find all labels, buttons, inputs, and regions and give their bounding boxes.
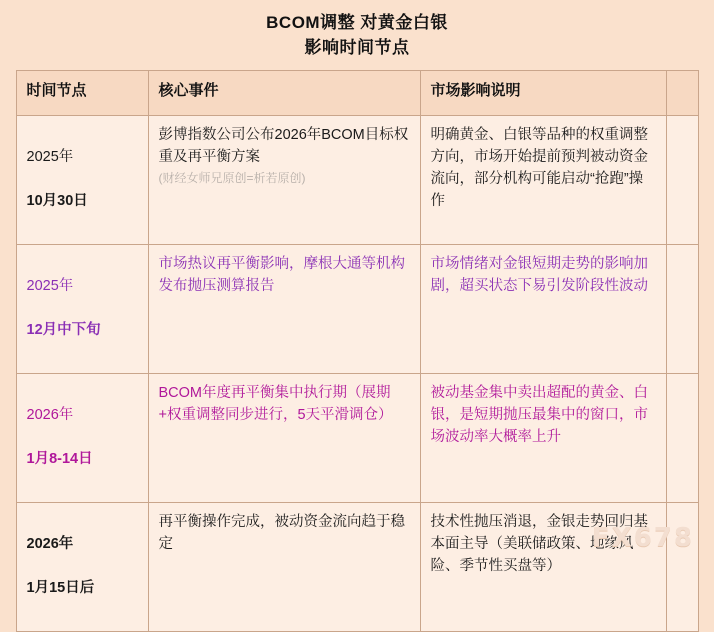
cell-impact: 明确黄金、白银等品种的权重调整方向，市场开始提前预判被动资金流向，部分机构可能启动“抢跑”操作 xyxy=(420,116,666,245)
cell-time xyxy=(16,116,148,245)
table-row xyxy=(16,245,698,374)
cell-time xyxy=(16,374,148,503)
cell-event xyxy=(148,374,420,503)
cell-time xyxy=(16,503,148,632)
table-header xyxy=(16,71,698,116)
cell-spacer xyxy=(666,245,698,374)
page-title xyxy=(0,0,714,68)
cell-impact: 被动基金集中卖出超配的黄金、白银，是短期抛压最集中的窗口，市场波动率大概率上升 xyxy=(420,374,666,503)
time-year: 2025年 xyxy=(26,149,74,165)
table-row xyxy=(16,374,698,503)
table-body xyxy=(16,116,698,632)
cell-impact: 技术性抛压消退，金银走势回归基本面主导（美联储政策、地缘风险、季节性买盘等） xyxy=(420,503,666,632)
table-row xyxy=(16,116,698,245)
time-date: 1月8-14日 xyxy=(26,451,93,467)
table-header-row xyxy=(16,71,698,116)
title-line-2: 影响时间节点 xyxy=(304,38,410,57)
column-header-impact: 市场影响说明 xyxy=(420,71,666,116)
time-date: 10月30日 xyxy=(26,193,88,209)
event-text: 彭博指数公司公布2026年BCOM目标权重及再平衡方案 xyxy=(158,127,409,165)
cell-spacer xyxy=(666,503,698,632)
column-header-spacer xyxy=(666,71,698,116)
cell-event xyxy=(148,245,420,374)
time-year: 2025年 xyxy=(26,278,74,294)
cell-event xyxy=(148,503,420,632)
table-row xyxy=(16,503,698,632)
column-header-event: 核心事件 xyxy=(148,71,420,116)
cell-spacer xyxy=(666,374,698,503)
event-text: 再平衡操作完成，被动资金流向趋于稳定 xyxy=(158,514,405,552)
event-text: 市场热议再平衡影响，摩根大通等机构发布抛压测算报告 xyxy=(158,256,405,294)
cell-time xyxy=(16,245,148,374)
time-date: 1月15日后 xyxy=(26,580,95,596)
cell-event xyxy=(148,116,420,245)
time-date: 12月中下旬 xyxy=(26,322,101,338)
cell-impact: 市场情绪对金银短期走势的影响加剧，超买状态下易引发阶段性波动 xyxy=(420,245,666,374)
time-year: 2026年 xyxy=(26,407,74,423)
title-line-1: BCOM调整 对黄金白银 xyxy=(266,13,448,32)
column-header-time: 时间节点 xyxy=(16,71,148,116)
watermark: FX678 xyxy=(591,523,694,553)
time-year: 2026年 xyxy=(26,536,74,552)
cell-spacer xyxy=(666,116,698,245)
event-note: (财经女师兄原创=析若原创) xyxy=(158,171,306,185)
event-text: BCOM年度再平衡集中执行期（展期+权重调整同步进行，5天平滑调仓） xyxy=(158,385,393,423)
